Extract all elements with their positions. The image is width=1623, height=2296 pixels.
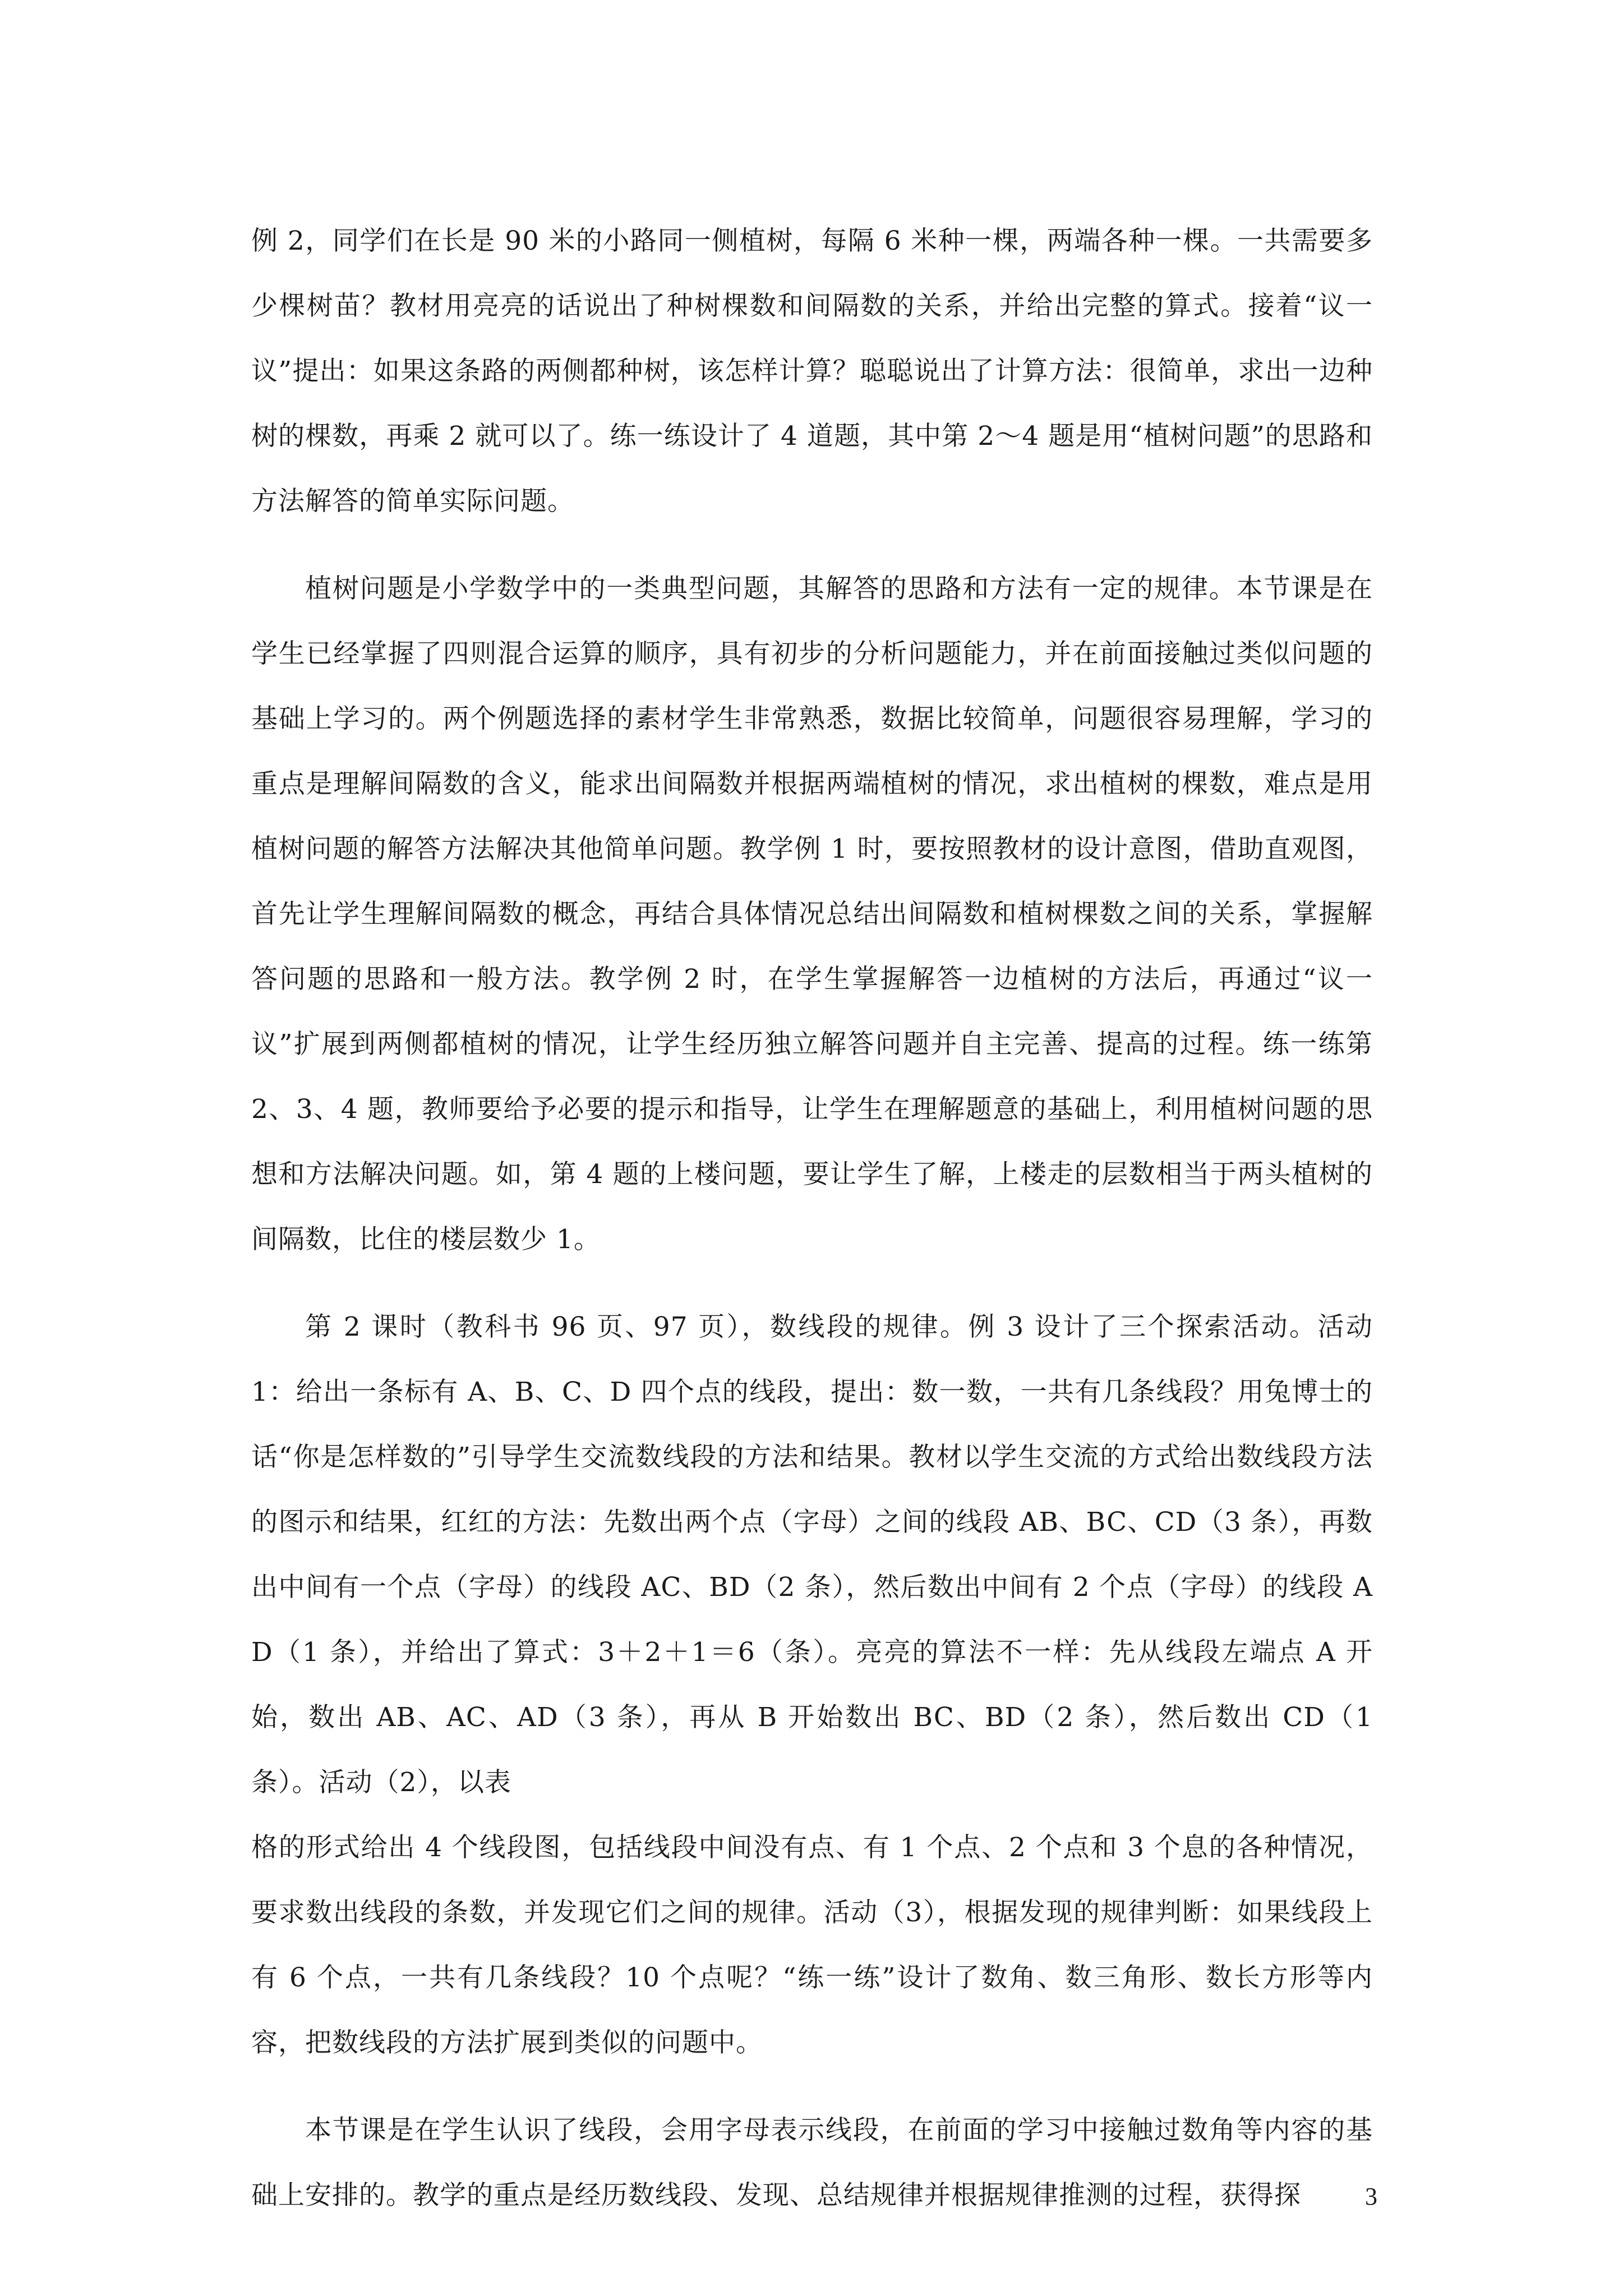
paragraph-tree-planting-analysis: 植树问题是小学数学中的一类典型问题，其解答的思路和方法有一定的规律。本节课是在学生已经掌握了四则混合运算的顺序，具有初步的分析问题能力，并在前面接触过类似问题的基础上学习的。两个例题选择的素材学生非常熟悉，数据比较简单，问题很容易理解，学习的重点是理解间隔数的含义，能求出间隔数并根据两端植树的情况，求出植树的棵数，难点是用植树问题的解答方法解决其他简单问题。教学例 1 时，要按照教材的设计意图，借助直观图，首先让学生理解间隔数的概念，再结合具体情况总结出间隔数和植树棵数之间的关系，掌握解答问题的思路和一般方法。教学例 2 时，在学生掌握解答一边植树的方法后，再通过“议一议”扩展到两侧都植树的情况，让学生经历独立解答问题并自主完善、提高的过程。练一练第 2、3、4 题，教师要给予必要的提示和指导，让学生在理解题意的基础上，利用植树问题的思想和方法解决问题。如，第 4 题的上楼问题，要让学生了解，上楼走的层数相当于两头植树的间隔数，比住的楼层数少 1。	[251, 573, 1373, 1255]
page-number: 3	[1365, 2183, 1377, 2210]
paragraph-segment-table: 格的形式给出 4 个线段图，包括线段中间没有点、有 1 个点、2 个点和 3 个息的各种情况，要求数出线段的条数，并发现它们之间的规律。活动（3），根据发现的规律判断：如果线段上有 6 个点，一共有几条线段？10 个点呢？“练一练”设计了数角、数三角形、数长方形等内容，把数线段的方法扩展到类似的问题中。	[251, 1832, 1373, 2058]
paragraph-lesson-2-segments: 第 2 课时（教科书 96 页、97 页），数线段的规律。例 3 设计了三个探索活动。活动 1：给出一条标有 A、B、C、D 四个点的线段，提出：数一数，一共有几条线段？用兔博士的话“你是怎样数的”引导学生交流数线段的方法和结果。教材以学生交流的方式给出数线段方法的图示和结果，红红的方法：先数出两个点（字母）之间的线段 AB、BC、CD（3 条），再数出中间有一个点（字母）的线段 AC、BD（2 条），然后数出中间有 2 个点（字母）的线段 AD（1 条），并给出了算式：3＋2＋1＝6（条）。亮亮的算法不一样：先从线段左端点 A 开始，数出 AB、AC、AD（3 条），再从 B 开始数出 BC、BD（2 条），然后数出 CD（1 条）。活动（2），以表	[251, 1312, 1373, 1798]
document-body	[251, 209, 1373, 2251]
paragraph-example-2: 例 2，同学们在长是 90 米的小路同一侧植树，每隔 6 米种一棵，两端各种一棵。一共需要多少棵树苗？教材用亮亮的话说出了种树棵数和间隔数的关系，并给出完整的算式。接着“议一议”提出：如果这条路的两侧都种树，该怎样计算？聪聪说出了计算方法：很简单，求出一边种树的棵数，再乘 2 就可以了。练一练设计了 4 道题，其中第 2～4 题是用“植树问题”的思路和方法解答的简单实际问题。	[251, 226, 1373, 517]
paragraph-lesson-focus: 本节课是在学生认识了线段，会用字母表示线段，在前面的学习中接触过数角等内容的基础上安排的。教学的重点是经历数线段、发现、总结规律并根据规律推测的过程，获得探	[251, 2115, 1373, 2211]
